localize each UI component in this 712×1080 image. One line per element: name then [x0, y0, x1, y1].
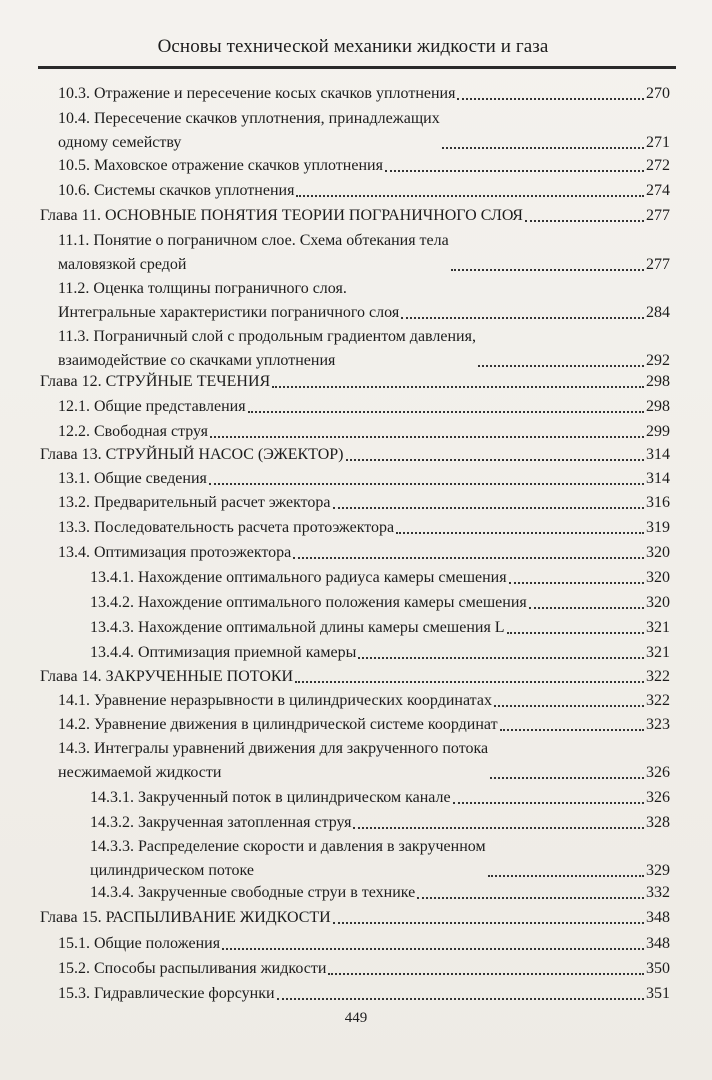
leader-dots: [222, 948, 644, 950]
running-header: Основы технической механики жидкости и газа: [157, 36, 549, 57]
toc-entry: [58, 932, 670, 956]
toc-entry-page: 284: [646, 304, 670, 321]
leader-dots: [417, 897, 644, 899]
toc-entry-page: 274: [646, 182, 670, 199]
toc-entry-page: 314: [646, 446, 670, 463]
toc-entry-page: 277: [646, 256, 670, 273]
toc-entry-title: 14.3.1. Закрученный поток в цилиндрическом канале: [90, 789, 451, 806]
toc-entry-title: 14.3.3. Распределение скорости и давления в закрученном цилиндрическом потоке: [90, 838, 486, 879]
toc-entry-page: 298: [646, 398, 670, 415]
toc-chapter: [40, 906, 670, 930]
toc-entry-title: 14.3. Интегралы уравнений движения для закрученного потока несжимаемой жидкости: [58, 740, 489, 781]
toc-subentry: [90, 881, 670, 905]
toc-entry-page: 277: [646, 207, 670, 224]
toc-entry-page: 329: [646, 862, 670, 879]
toc-entry: [58, 982, 670, 1006]
leader-dots: [451, 269, 644, 271]
toc-entry-page: 298: [646, 373, 670, 390]
toc-entry: [58, 737, 670, 785]
toc-entry-title: 14.2. Уравнение движения в цилиндрической системе координат: [58, 716, 498, 733]
toc-entry-page: 321: [646, 619, 670, 636]
toc-entry-title: 10.3. Отражение и пересечение косых скачков уплотнения: [58, 85, 456, 102]
toc-entry-title: 12.2. Свободная струя: [58, 423, 208, 440]
leader-dots: [248, 411, 644, 413]
toc-subentry: [90, 591, 670, 615]
toc-entry: [58, 541, 670, 565]
toc-entry-page: 323: [646, 716, 670, 733]
toc-chapter: [40, 370, 670, 394]
toc-chapter-title: Глава 14. ЗАКРУЧЕННЫЕ ПОТОКИ: [40, 668, 294, 685]
toc-entry-title: 13.3. Последовательность расчета протоэжектора: [58, 519, 395, 536]
leader-dots: [353, 827, 644, 829]
leader-dots: [296, 195, 644, 197]
toc-entry-page: 322: [646, 692, 670, 709]
toc-entry-page: 332: [646, 884, 670, 901]
toc-entry: [58, 107, 670, 155]
toc-entry-title: 11.2. Оценка толщины пограничного слоя. Интегральные характеристики пограничного слоя: [58, 280, 400, 321]
toc-entry-page: 348: [646, 935, 670, 952]
toc-entry-title: 15.2. Способы распыливания жидкости: [58, 960, 327, 977]
toc-entry-page: 326: [646, 764, 670, 781]
leader-dots: [507, 632, 644, 634]
toc-entry-page: 316: [646, 494, 670, 511]
toc-entry-page: 320: [646, 594, 670, 611]
leader-dots: [209, 483, 644, 485]
leader-dots: [210, 436, 644, 438]
page-number: 449: [344, 1010, 368, 1026]
toc-entry: [58, 491, 670, 515]
leader-dots: [478, 365, 644, 367]
toc-chapter: [40, 665, 670, 689]
toc-entry-title: 10.4. Пересечение скачков уплотнения, принадлежащих одному семейству: [58, 110, 440, 151]
toc-entry: [58, 395, 670, 419]
toc-entry: [58, 516, 670, 540]
leader-dots: [500, 729, 644, 731]
leader-dots: [328, 973, 644, 975]
toc-entry-title: 15.1. Общие положения: [58, 935, 221, 952]
leader-dots: [401, 317, 644, 319]
toc-entry-page: 322: [646, 668, 670, 685]
toc-subentry: [90, 786, 670, 810]
leader-dots: [272, 386, 644, 388]
leader-dots: [509, 582, 644, 584]
leader-dots: [529, 607, 644, 609]
toc-subentry: [90, 616, 670, 640]
toc-subentry: [90, 811, 670, 835]
leader-dots: [293, 557, 644, 559]
toc-entry-title: 14.3.4. Закрученные свободные струи в технике: [90, 884, 416, 901]
leader-dots: [396, 532, 644, 534]
toc-entry-page: 350: [646, 960, 670, 977]
toc-entry-title: 13.4.3. Нахождение оптимальной длины камеры смешения L: [90, 619, 505, 636]
leader-dots: [295, 681, 644, 683]
toc-entry-title: 10.5. Маховское отражение скачков уплотнения: [58, 157, 383, 174]
leader-dots: [525, 220, 644, 222]
toc-entry: [58, 82, 670, 106]
toc-entry: [58, 713, 670, 737]
toc-chapter-title: Глава 13. СТРУЙНЫЙ НАСОС (ЭЖЕКТОР): [40, 446, 344, 463]
toc-entry-page: 320: [646, 569, 670, 586]
leader-dots: [346, 459, 645, 461]
toc-entry-page: 299: [646, 423, 670, 440]
toc-entry-title: 10.6. Системы скачков уплотнения: [58, 182, 295, 199]
toc-entry-page: 348: [646, 909, 670, 926]
leader-dots: [490, 777, 644, 779]
toc-entry: [58, 277, 670, 325]
toc-subentry: [90, 566, 670, 590]
toc-entry-title: 13.1. Общие сведения: [58, 470, 207, 487]
toc-entry-title: 13.2. Предварительный расчет эжектора: [58, 494, 331, 511]
leader-dots: [333, 922, 644, 924]
toc-entry-page: 321: [646, 644, 670, 661]
toc-entry: [58, 179, 670, 203]
toc-entry: [58, 957, 670, 981]
toc-entry: [58, 229, 670, 277]
toc-entry-page: 292: [646, 352, 670, 369]
toc-chapter: [40, 204, 670, 228]
toc-entry-page: 271: [646, 134, 670, 151]
toc-entry-page: 328: [646, 814, 670, 831]
toc-entry: [58, 420, 670, 444]
header-rule: [38, 66, 676, 69]
toc-entry-title: 13.4.1. Нахождение оптимального радиуса камеры смешения: [90, 569, 507, 586]
toc-entry: [58, 154, 670, 178]
toc-entry-page: 272: [646, 157, 670, 174]
leader-dots: [494, 705, 644, 707]
leader-dots: [333, 507, 644, 509]
toc-entry-page: 320: [646, 544, 670, 561]
toc-chapter-title: Глава 11. ОСНОВНЫЕ ПОНЯТИЯ ТЕОРИИ ПОГРАНИЧНОГО СЛОЯ: [40, 207, 523, 224]
toc-entry-title: 15.3. Гидравлические форсунки: [58, 985, 275, 1002]
toc-entry-title: 14.3.2. Закрученная затопленная струя: [90, 814, 352, 831]
toc-entry-title: 11.1. Понятие о пограничном слое. Схема обтекания тела маловязкой средой: [58, 232, 449, 273]
toc-entry-page: 351: [646, 985, 670, 1002]
leader-dots: [358, 657, 644, 659]
toc-chapter-title: Глава 12. СТРУЙНЫЕ ТЕЧЕНИЯ: [40, 373, 271, 390]
toc-entry-title: 14.1. Уравнение неразрывности в цилиндрических координатах: [58, 692, 492, 709]
toc-chapter-title: Глава 15. РАСПЫЛИВАНИЕ ЖИДКОСТИ: [40, 909, 331, 926]
leader-dots: [385, 170, 644, 172]
leader-dots: [442, 147, 644, 149]
leader-dots: [457, 98, 644, 100]
toc-entry-page: 326: [646, 789, 670, 806]
toc-entry: [58, 467, 670, 491]
toc-entry-page: 314: [646, 470, 670, 487]
toc-entry-title: 13.4. Оптимизация протоэжектора: [58, 544, 292, 561]
toc-subentry: [90, 835, 670, 883]
toc-entry-title: 11.3. Пограничный слой с продольным градиентом давления, взаимодействие со скачками уплотнения: [58, 328, 476, 369]
toc-entry-title: 12.1. Общие представления: [58, 398, 246, 415]
leader-dots: [488, 875, 644, 877]
toc-entry-title: 13.4.4. Оптимизация приемной камеры: [90, 644, 357, 661]
toc-entry-page: 270: [646, 85, 670, 102]
toc-subentry: [90, 641, 670, 665]
toc-chapter: [40, 443, 670, 467]
toc-entry-page: 319: [646, 519, 670, 536]
toc-entry: [58, 325, 670, 373]
leader-dots: [277, 998, 644, 1000]
toc-entry: [58, 689, 670, 713]
leader-dots: [453, 802, 644, 804]
toc-entry-title: 13.4.2. Нахождение оптимального положения камеры смешения: [90, 594, 527, 611]
